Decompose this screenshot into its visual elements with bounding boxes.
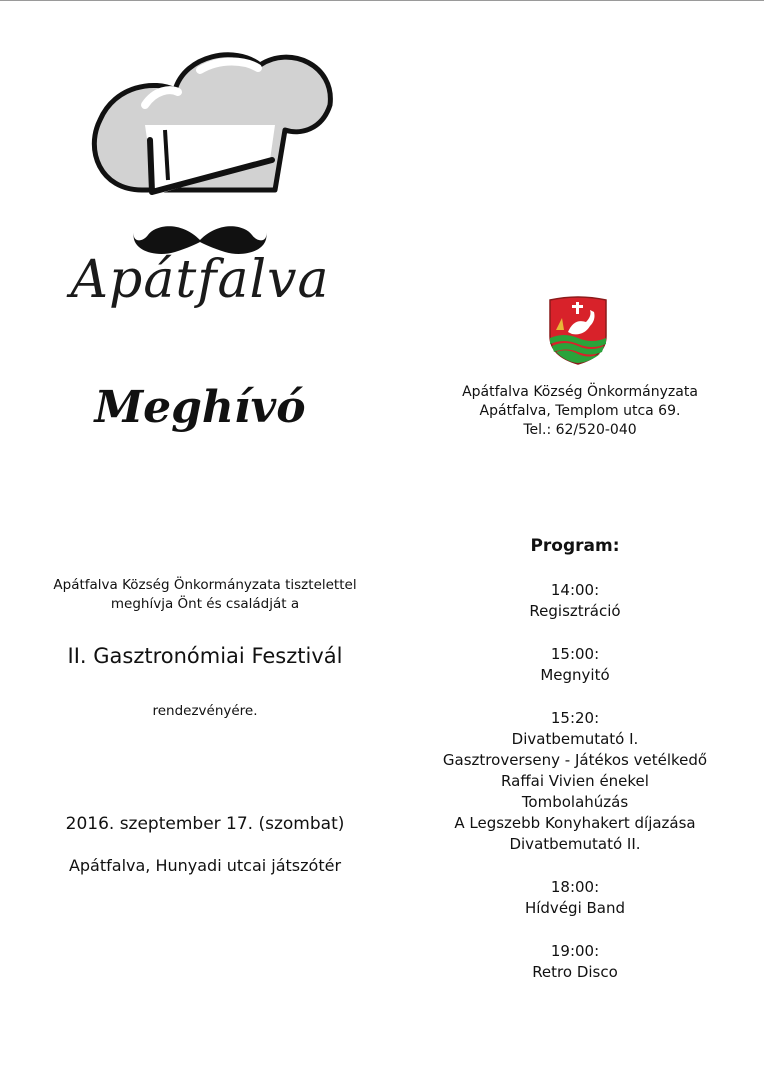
event-venue: Apátfalva, Hunyadi utcai játszótér [68, 856, 342, 875]
program-item: Divatbemutató II. [509, 835, 641, 853]
organizer-address: Apátfalva, Templom utca 69. [479, 403, 681, 419]
program-time: 14:00: [550, 581, 600, 599]
program-item: A Legszebb Konyhakert díjazása [454, 814, 696, 832]
program-group [430, 580, 720, 622]
program-group [430, 708, 720, 855]
page-title: Meghívó [94, 382, 306, 433]
program-group [430, 644, 720, 686]
invitation-text [20, 576, 390, 614]
program-item: Divatbemutató I. [511, 730, 639, 748]
program-item: Raffai Vivien énekel [501, 772, 649, 790]
event-word: rendezvényére. [152, 703, 258, 719]
chef-hat-icon [94, 55, 330, 195]
program-time: 18:00: [550, 878, 600, 896]
program-time: 15:20: [550, 709, 600, 727]
invitation-line-1: Apátfalva Község Önkormányzata tisztelettel [53, 577, 357, 593]
program-group [430, 877, 720, 919]
invitation-line-2: meghívja Önt és családját a [110, 596, 300, 612]
festival-name: II. Gasztronómiai Fesztivál [67, 644, 343, 668]
program-list [430, 580, 720, 1005]
program-item: Hídvégi Band [524, 899, 626, 917]
event-date: 2016. szeptember 17. (szombat) [65, 814, 345, 834]
program-item: Gasztroverseny - Játékos vetélkedő [442, 751, 708, 769]
organizer-info [420, 383, 740, 440]
organizer-name: Apátfalva Község Önkormányzata [462, 384, 698, 400]
program-title: Program: [530, 536, 620, 556]
coat-of-arms-icon [546, 294, 610, 366]
program-item: Tombolahúzás [521, 793, 629, 811]
program-group [430, 941, 720, 983]
program-item: Retro Disco [532, 963, 618, 981]
organizer-phone: Tel.: 62/520-040 [523, 422, 637, 438]
logo-text: Apátfalva [70, 250, 330, 310]
program-item: Megnyitó [540, 666, 610, 684]
program-time: 19:00: [550, 942, 600, 960]
program-time: 15:00: [550, 645, 600, 663]
program-item: Regisztráció [529, 602, 621, 620]
top-border [0, 0, 764, 1]
